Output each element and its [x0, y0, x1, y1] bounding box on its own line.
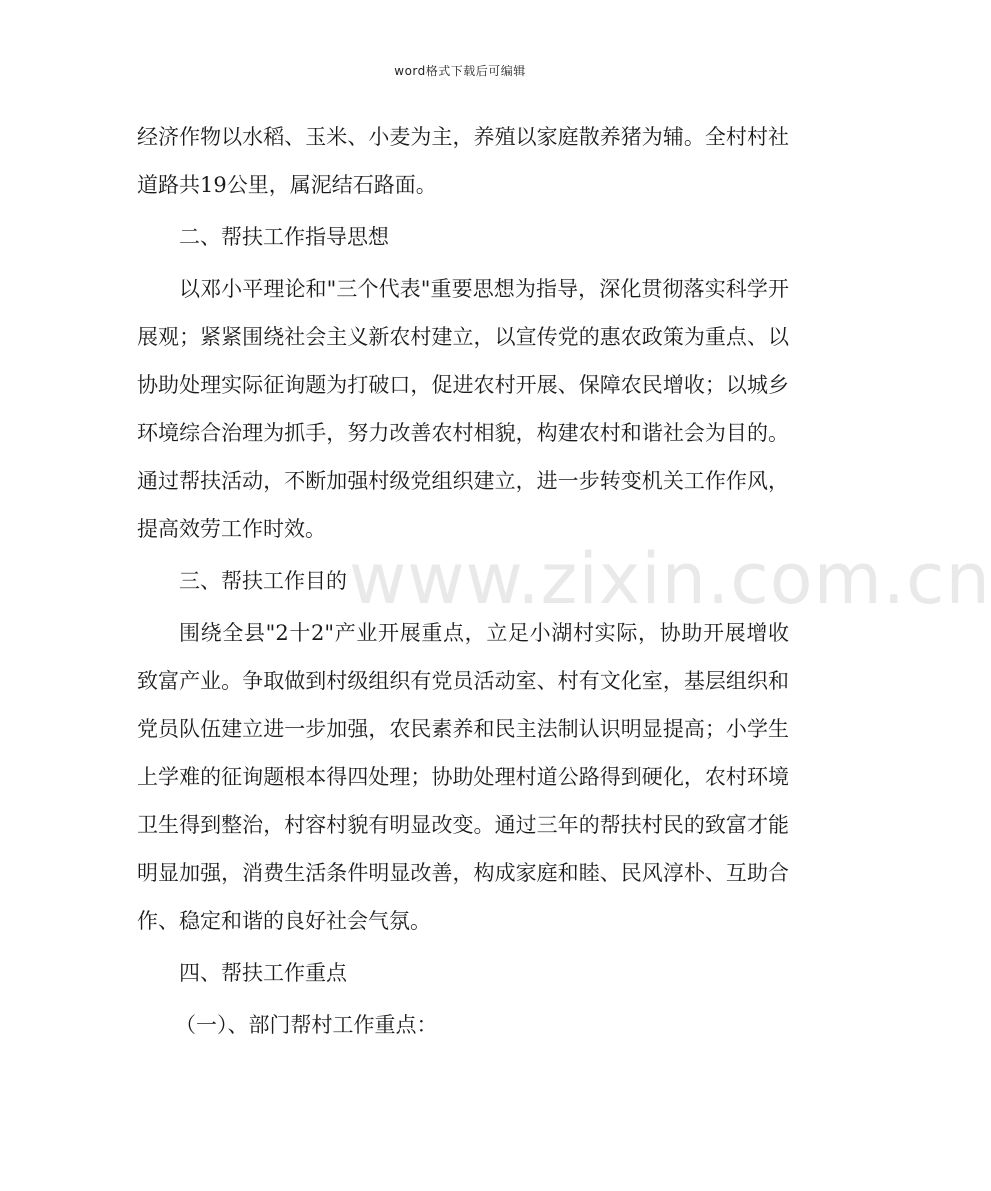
watermark: www.zixin.com.cn — [349, 538, 991, 620]
body-paragraph-goals: 围绕全县"2十2"产业开展重点，立足小湖村实际，协助开展增收致富产业。争取做到村级组织有党员活动室、村有文化室，基层组织和党员队伍建立进一步加强，农民素养和民主法制认识明显提高；小学生上学难的征询题根本得四处理；协助处理村道公路得到硬化，农村环境卫生得到整治，村容村貌有明显改变。通过三年的帮扶村民的致富才能明显加强，消费生活条件明显改善，构成家庭和睦、民风淳朴、互助合作、稳定和谐的良好社会气氛。 — [137, 621, 789, 933]
body-paragraph-guiding-thought: 以邓小平理论和"三个代表"重要思想为指导，深化贯彻落实科学开展观；紧紧围绕社会主义新农村建立，以宣传党的惠农政策为重点、以协助处理实际征询题为打破口，促进农村开展、保障农民增收；以城乡环境综合治理为抓手，努力改善农村相貌，构建农村和谐社会为目的。通过帮扶活动，不断加强村级党组织建立，进一步转变机关工作作风，提高效劳工作时效。 — [137, 277, 789, 541]
section-heading-2: 二、帮扶工作指导思想 — [179, 225, 389, 249]
subsection-heading-1: （一）、部门帮村工作重点： — [175, 1013, 438, 1037]
section-heading-4: 四、帮扶工作重点 — [179, 961, 347, 985]
body-paragraph-continued: 经济作物以水稻、玉米、小麦为主，养殖以家庭散养猪为辅。全村村社道路共19公里，属泥结石路面。 — [137, 125, 789, 197]
section-heading-3: 三、帮扶工作目的 — [179, 569, 347, 593]
page-header: word格式下载后可编辑 — [394, 64, 526, 78]
document-body — [137, 113, 789, 1049]
